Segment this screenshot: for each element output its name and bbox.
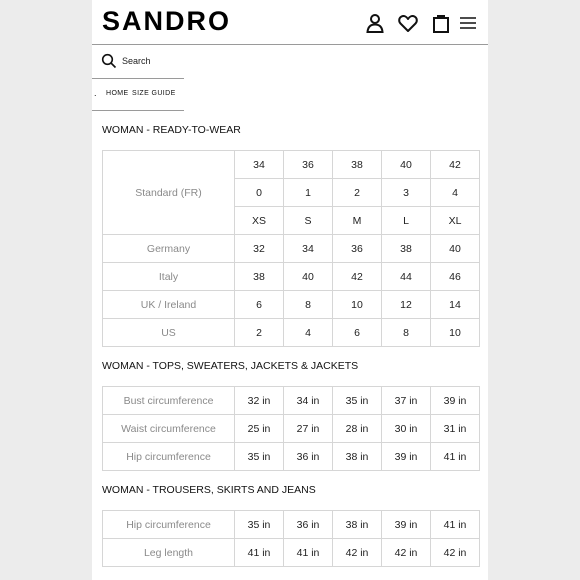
table-cell: L bbox=[382, 207, 431, 235]
brand-logo[interactable]: SANDRO bbox=[102, 6, 232, 36]
table-cell: 31 in bbox=[431, 415, 480, 443]
row-label: Standard (FR) bbox=[103, 151, 235, 235]
table-cell: 40 bbox=[382, 151, 431, 179]
table-cell: 0 bbox=[235, 179, 284, 207]
table-cell: 42 in bbox=[382, 539, 431, 567]
table-row bbox=[103, 511, 480, 539]
table-cell: 42 bbox=[333, 263, 382, 291]
table-cell: 4 bbox=[431, 179, 480, 207]
table-row bbox=[103, 443, 480, 471]
table-cell: 35 in bbox=[333, 387, 382, 415]
table-cell: 10 bbox=[333, 291, 382, 319]
table-cell: 40 bbox=[284, 263, 333, 291]
table-row bbox=[103, 235, 480, 263]
row-label: UK / Ireland bbox=[103, 291, 235, 319]
table-cell: 38 bbox=[235, 263, 284, 291]
table-cell: 39 in bbox=[382, 443, 431, 471]
table-cell: M bbox=[333, 207, 382, 235]
section-title-trousers: WOMAN - TROUSERS, SKIRTS AND JEANS bbox=[102, 484, 316, 496]
table-cell: 36 bbox=[284, 151, 333, 179]
table-cell: 2 bbox=[333, 179, 382, 207]
table-row bbox=[103, 151, 480, 179]
table-cell: 3 bbox=[382, 179, 431, 207]
table-cell: 42 in bbox=[431, 539, 480, 567]
table-cell: 25 in bbox=[235, 415, 284, 443]
table-cell: 4 bbox=[284, 319, 333, 347]
table-cell: 14 bbox=[431, 291, 480, 319]
table-cell: 44 bbox=[382, 263, 431, 291]
table-row bbox=[103, 291, 480, 319]
bag-icon[interactable] bbox=[430, 12, 452, 34]
site-header bbox=[92, 0, 488, 45]
table-cell: 6 bbox=[235, 291, 284, 319]
table-cell: 41 in bbox=[235, 539, 284, 567]
table-cell: 38 bbox=[382, 235, 431, 263]
table-row bbox=[103, 387, 480, 415]
table-row bbox=[103, 263, 480, 291]
table-cell: 30 in bbox=[382, 415, 431, 443]
table-cell: 38 in bbox=[333, 443, 382, 471]
table-row bbox=[103, 319, 480, 347]
table-cell: 8 bbox=[382, 319, 431, 347]
table-cell: 39 in bbox=[431, 387, 480, 415]
size-guide-page bbox=[92, 0, 488, 580]
table-cell: 1 bbox=[284, 179, 333, 207]
table-cell: 38 in bbox=[333, 511, 382, 539]
table-cell: 35 in bbox=[235, 511, 284, 539]
table-cell: 46 bbox=[431, 263, 480, 291]
breadcrumb-current: SIZE GUIDE bbox=[132, 90, 176, 97]
breadcrumb bbox=[92, 79, 184, 111]
table-cell: 27 in bbox=[284, 415, 333, 443]
table-cell: 10 bbox=[431, 319, 480, 347]
table-cell: 42 bbox=[431, 151, 480, 179]
menu-icon[interactable] bbox=[457, 12, 479, 34]
table-cell: 32 bbox=[235, 235, 284, 263]
section-title-tops: WOMAN - TOPS, SWEATERS, JACKETS & JACKETS bbox=[102, 360, 359, 372]
table-cell: 32 in bbox=[235, 387, 284, 415]
table-cell: 34 in bbox=[284, 387, 333, 415]
row-label: Hip circumference bbox=[103, 443, 235, 471]
table-cell: 2 bbox=[235, 319, 284, 347]
table-cell: 41 in bbox=[431, 511, 480, 539]
size-table-trousers bbox=[102, 510, 480, 567]
row-label: Italy bbox=[103, 263, 235, 291]
table-cell: 6 bbox=[333, 319, 382, 347]
table-cell: 39 in bbox=[382, 511, 431, 539]
row-label: Germany bbox=[103, 235, 235, 263]
row-label: Hip circumference bbox=[103, 511, 235, 539]
table-row bbox=[103, 415, 480, 443]
table-cell: 36 bbox=[333, 235, 382, 263]
table-cell: 41 in bbox=[431, 443, 480, 471]
account-icon[interactable] bbox=[364, 12, 386, 34]
table-cell: 36 in bbox=[284, 443, 333, 471]
breadcrumb-separator: . bbox=[94, 88, 97, 98]
table-cell: 28 in bbox=[333, 415, 382, 443]
table-cell: 8 bbox=[284, 291, 333, 319]
table-cell: S bbox=[284, 207, 333, 235]
row-label: Waist circumference bbox=[103, 415, 235, 443]
size-table-ready-to-wear bbox=[102, 150, 480, 347]
section-title-ready-to-wear: WOMAN - READY-TO-WEAR bbox=[102, 124, 241, 136]
breadcrumb-home-link[interactable]: HOME bbox=[106, 90, 129, 97]
heart-icon[interactable] bbox=[397, 12, 419, 34]
size-table-tops bbox=[102, 386, 480, 471]
row-label: Bust circumference bbox=[103, 387, 235, 415]
table-cell: 38 bbox=[333, 151, 382, 179]
table-cell: 12 bbox=[382, 291, 431, 319]
table-cell: 34 bbox=[235, 151, 284, 179]
table-row bbox=[103, 539, 480, 567]
table-cell: 36 in bbox=[284, 511, 333, 539]
table-cell: 35 in bbox=[235, 443, 284, 471]
row-label: Leg length bbox=[103, 539, 235, 567]
search-bar[interactable] bbox=[92, 45, 184, 79]
row-label: US bbox=[103, 319, 235, 347]
table-cell: 40 bbox=[431, 235, 480, 263]
table-cell: 41 in bbox=[284, 539, 333, 567]
table-cell: 34 bbox=[284, 235, 333, 263]
table-cell: 37 in bbox=[382, 387, 431, 415]
table-cell: XS bbox=[235, 207, 284, 235]
search-label: Search bbox=[122, 56, 151, 66]
search-icon bbox=[101, 53, 117, 69]
table-cell: 42 in bbox=[333, 539, 382, 567]
table-cell: XL bbox=[431, 207, 480, 235]
